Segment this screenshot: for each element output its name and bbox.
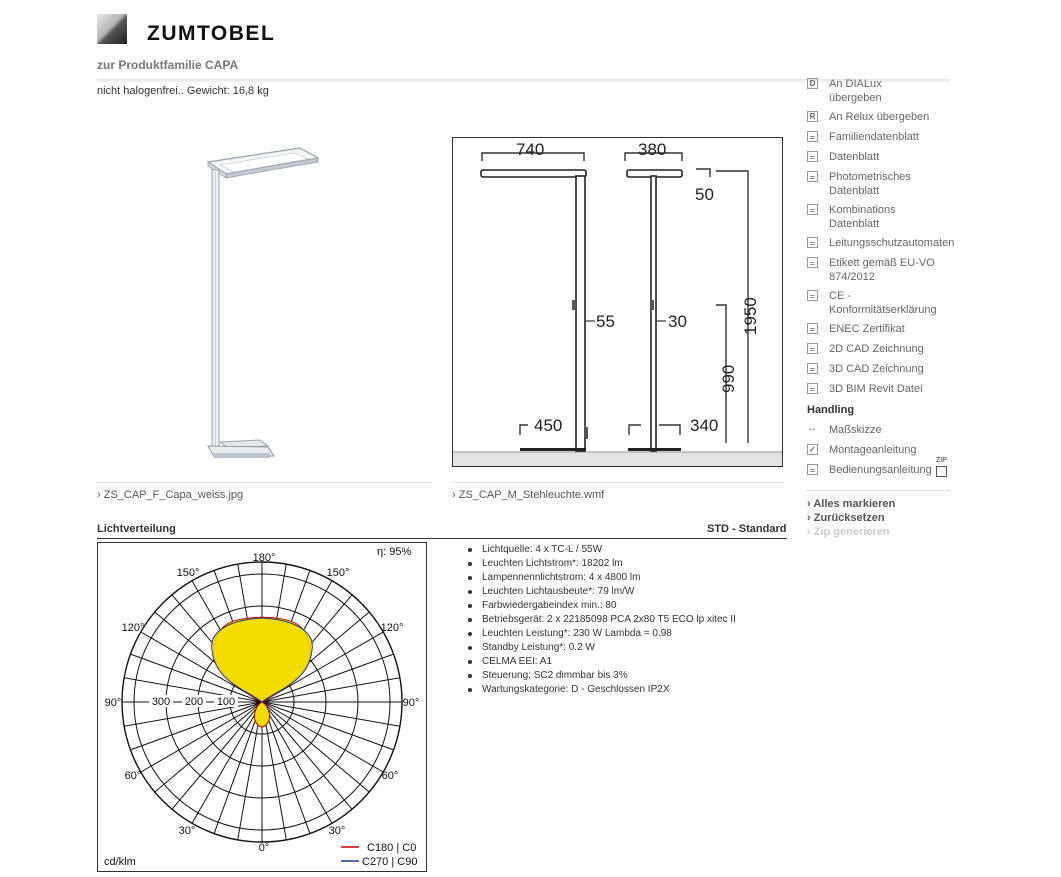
section-divider (97, 538, 787, 539)
download-label: Konformitätserklärung (829, 304, 937, 316)
photo-caption: ZS_CAP_F_Capa_weiss.jpg (103, 489, 244, 501)
document-icon (807, 151, 818, 162)
download-kombinations[interactable] (807, 203, 957, 231)
spec-item: Standby Leistung*: 0.2 W (465, 641, 736, 655)
download-label: 874/2012 (829, 271, 875, 283)
angle-label-90-left: 90° (104, 697, 122, 709)
spec-item: Leuchten Lichtstrom*: 18202 lm (465, 557, 736, 571)
unit-label: cd/klm (104, 856, 136, 868)
legend-c180-label: C180 | C0 (367, 842, 417, 854)
handling-heading: Handling (807, 404, 855, 416)
document-icon (807, 383, 818, 394)
download-label: Leitungsschutzautomaten (829, 237, 955, 249)
generate-zip-label: Zip generieren (813, 526, 890, 538)
spec-item: Lampennennlichtstrom: 4 x 4800 lm (465, 571, 736, 585)
download-label: 3D CAD Zeichnung (829, 363, 924, 375)
angle-label-60-left: 60° (124, 770, 142, 782)
angle-label-150-left: 150° (176, 567, 200, 579)
dim-total-height-text: 1950 (741, 297, 760, 335)
select-all-button[interactable]: › Alles markieren (807, 498, 896, 510)
reset-label: Zurücksetzen (813, 512, 885, 524)
document-icon (807, 171, 818, 182)
angle-label-120-left: 120° (121, 622, 145, 634)
download-label: Datenblatt (829, 218, 880, 230)
download-photometric[interactable] (807, 170, 957, 198)
zip-checkbox[interactable] (936, 466, 947, 477)
brand-logo-text: ZUMTOBEL (147, 22, 276, 45)
dim-pole-side-text: 30 (668, 312, 687, 331)
download-label: Datenblatt (829, 151, 880, 163)
specs-list (465, 543, 736, 697)
download-label: An Relux übergeben (829, 111, 930, 123)
document-icon (807, 257, 818, 268)
dim-head-height-text: 50 (695, 185, 714, 204)
chevron-right-icon: › (452, 489, 459, 501)
spec-item: Betriebsgerät: 2 x 22185098 PCA 2x80 T5 ECO lp xitec II (465, 613, 736, 627)
handling-bedienung[interactable] (807, 463, 957, 477)
handling-masskizze[interactable] (807, 423, 957, 437)
handling-label: Bedienungsanleitung (829, 464, 932, 476)
radial-label-200: 200 (184, 696, 204, 708)
zip-label: ZIP (936, 457, 947, 464)
radial-label-300: 300 (151, 696, 171, 708)
efficiency-label: η: 95% (377, 546, 412, 558)
angle-label-0: 0° (258, 842, 270, 854)
handling-label: Montageanleitung (829, 444, 917, 456)
document-icon (807, 290, 818, 301)
download-label: An DIALux (829, 78, 882, 90)
download-etikett[interactable] (807, 256, 957, 284)
product-family-link[interactable]: zur Produktfamilie CAPA (97, 58, 239, 72)
download-label: 3D BIM Revit Datei (829, 383, 923, 395)
document-icon (807, 464, 818, 475)
spec-item: Leuchten Lichtausbeute*: 79 lm/W (465, 585, 736, 599)
download-3d-cad[interactable] (807, 362, 957, 376)
angle-label-120-right: 120° (380, 622, 404, 634)
download-dialux[interactable] (807, 77, 957, 105)
spec-item: Steuerung: SC2 dimmbar bis 3% (465, 669, 736, 683)
download-label: übergeben (829, 92, 882, 104)
legend-c270-label: C270 | C90 (362, 856, 418, 868)
download-label: Photometrisches (829, 171, 911, 183)
product-subtitle: nicht halogenfrei.. Gewicht: 16,8 kg (97, 85, 269, 97)
download-3d-bim[interactable] (807, 382, 957, 396)
download-label: Etikett gemäß EU-VO (829, 257, 935, 269)
download-label: 2D CAD Zeichnung (829, 343, 924, 355)
zumtobel-logo-mark (97, 14, 127, 44)
angle-label-30-left: 30° (178, 825, 196, 837)
generate-zip-button[interactable]: › Zip generieren (807, 526, 890, 538)
reset-button[interactable]: › Zurücksetzen (807, 512, 885, 524)
document-icon (807, 204, 818, 215)
dim-mid-height-text: 990 (719, 364, 738, 393)
dimension-drawing[interactable] (452, 137, 783, 467)
actions-divider (807, 490, 950, 491)
handling-label: Maßskizze (829, 424, 882, 436)
dim-base-width-text: 450 (534, 416, 563, 435)
angle-label-60-right: 60° (381, 770, 399, 782)
angle-label-150-right: 150° (326, 567, 350, 579)
download-label: ENEC Zertifikat (829, 323, 905, 335)
download-label: CE - (829, 290, 851, 302)
download-relux[interactable] (807, 110, 957, 124)
mounting-icon: ✓ (807, 444, 818, 455)
spec-item: Leuchten Leistung*: 230 W Lambda = 0.98 (465, 627, 736, 641)
dim-pole-front-text: 55 (596, 312, 615, 331)
angle-label-90-right: 90° (402, 697, 420, 709)
angle-label-180: 180° (252, 552, 276, 564)
dimension-icon: ↔ (807, 423, 817, 434)
spec-item: Wartungskategorie: D - Geschlossen IP2X (465, 683, 736, 697)
standard-label: STD - Standard (707, 523, 787, 535)
polar-diagram (97, 542, 427, 872)
download-2d-cad[interactable] (807, 342, 957, 356)
dialux-icon: D (807, 78, 818, 89)
spec-item: Farbwiedergabeindex min.: 80 (465, 599, 736, 613)
download-label: Datenblatt (829, 185, 880, 197)
document-icon (807, 131, 818, 142)
document-icon (807, 237, 818, 248)
download-familiendatenblatt[interactable] (807, 130, 957, 144)
radial-label-100: 100 (216, 696, 236, 708)
document-icon (807, 363, 818, 374)
download-datenblatt[interactable] (807, 150, 957, 164)
spec-item: Lichtquelle: 4 x TC-L / 55W (465, 543, 736, 557)
drawing-caption: ZS_CAP_M_Stehleuchte.wmf (458, 489, 605, 501)
drawing-divider (452, 482, 783, 483)
spec-item: CELMA EEI: A1 (465, 655, 736, 669)
relux-icon: R (807, 111, 818, 122)
document-icon (807, 343, 818, 354)
dim-depth-text: 380 (638, 140, 667, 159)
download-enec[interactable] (807, 322, 957, 336)
product-photo[interactable] (190, 140, 330, 470)
download-ce[interactable] (807, 289, 957, 317)
photo-divider (97, 482, 432, 483)
angle-label-30-right: 30° (328, 825, 346, 837)
handling-montage[interactable] (807, 443, 957, 457)
drawing-caption-link[interactable] (452, 489, 604, 501)
photo-caption-link[interactable] (97, 489, 243, 501)
dim-width-text: 740 (516, 140, 545, 159)
dim-base-depth-text: 340 (690, 416, 719, 435)
document-icon (807, 323, 818, 334)
light-distribution-title: Lichtverteilung (97, 523, 176, 535)
download-leitungsschutz[interactable] (807, 236, 957, 250)
select-all-label: Alles markieren (813, 498, 896, 510)
download-label: Familiendatenblatt (829, 131, 919, 143)
download-label: Kombinations (829, 204, 896, 216)
chevron-right-icon: › (97, 489, 104, 501)
